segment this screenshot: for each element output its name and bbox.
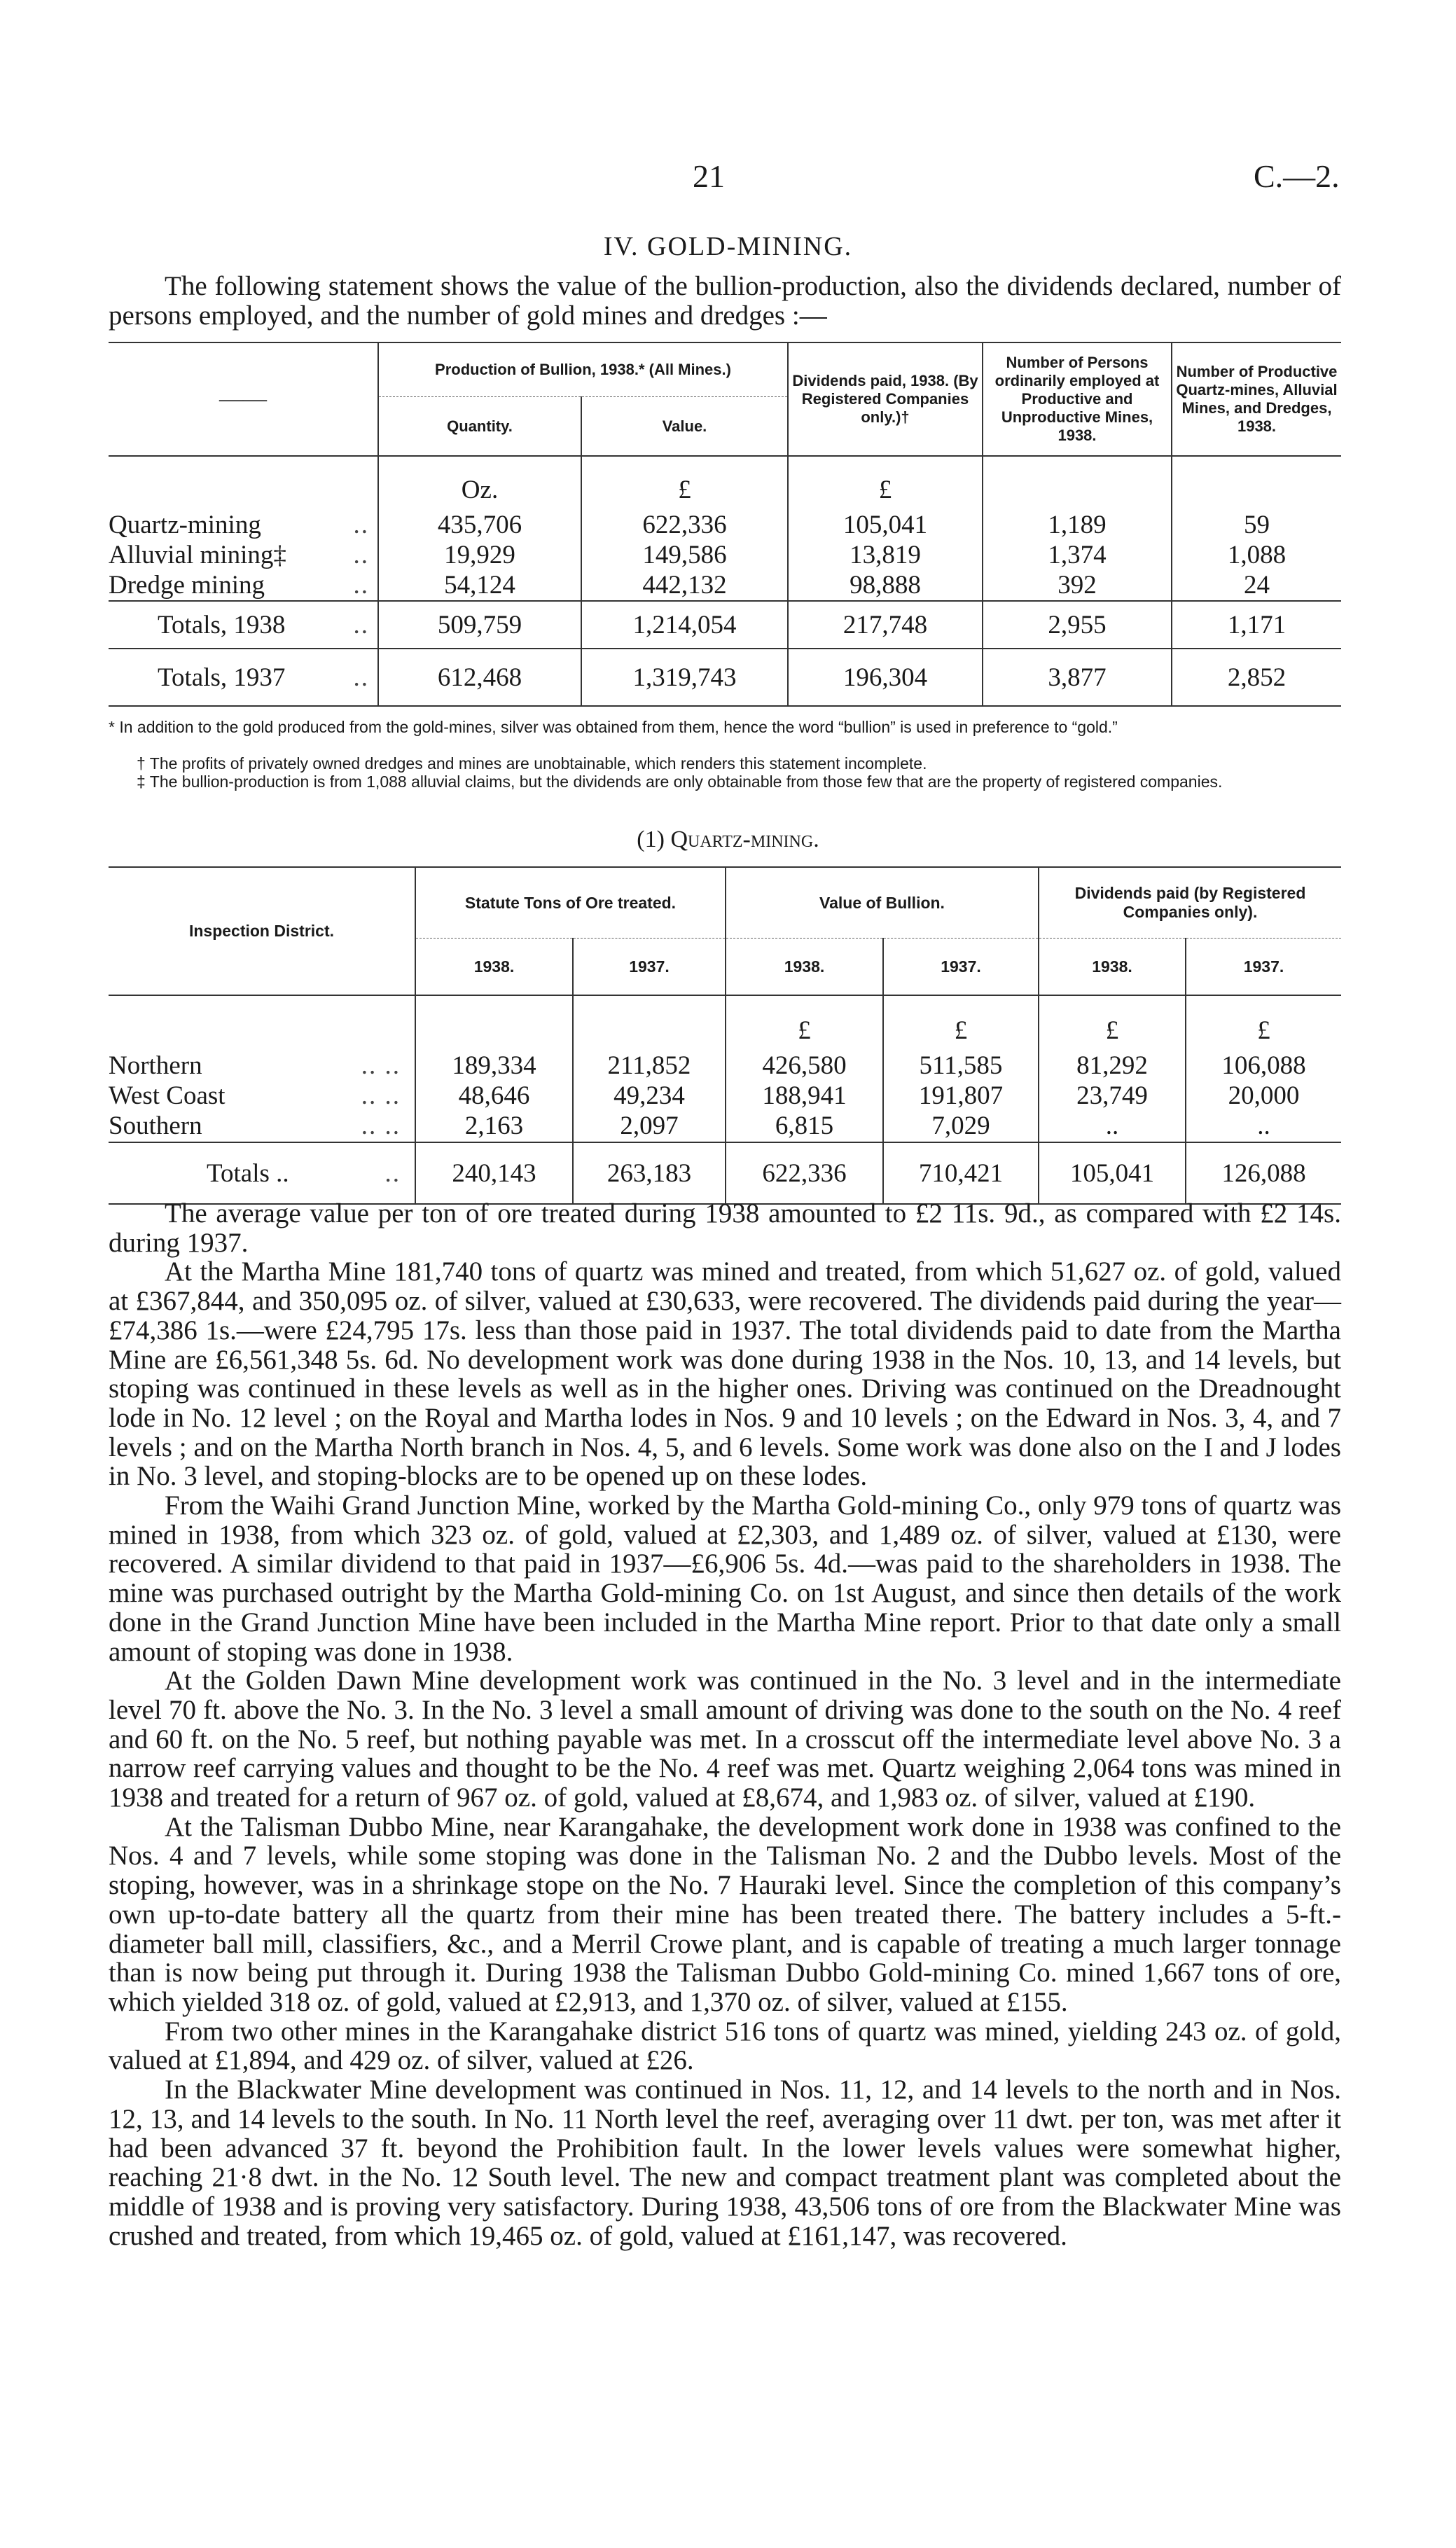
cell-bullion-1937: 191,807 — [883, 1081, 1039, 1111]
cell-bullion-1938: 622,336 — [726, 1142, 883, 1204]
table1-header-production: Production of Bullion, 1938.* (All Mines.) — [378, 342, 788, 397]
table-row — [109, 1051, 1341, 1081]
cell-bullion-1937: 511,585 — [883, 1051, 1039, 1081]
leader-dots: .. .. — [361, 1112, 401, 1140]
cell-tons-1938: 189,334 — [415, 1051, 573, 1081]
row-label: Quartz-mining — [109, 511, 261, 539]
cell-quantity: 19,929 — [378, 540, 581, 570]
cell-tons-1938: 48,646 — [415, 1081, 573, 1111]
cell-dividends-1938: 105,041 — [1039, 1142, 1186, 1204]
cell-value: 1,319,743 — [581, 649, 788, 706]
cell-dividends-1937: 106,088 — [1221, 1051, 1306, 1080]
paragraph: From the Waihi Grand Junction Mine, worked by the Martha Gold-mining Co., only 979 tons of quartz was mined in 1938, from which 323 oz. of gold, valued at £2,303, and 1,489 oz. of silver, valued at £130, were recovered. A similar dividend to that paid in 1937—£6,906 5s. 4d.—was paid to the shareholders in 1938. The mine was purchased outright by the Martha Gold-mining Co. on 1st August, and since then details of the work done in the Grand Junction Mine have been included in the Martha Mine report. Prior to that date only a small amount of stoping was done in 1938. — [109, 1490, 1341, 1667]
cell-persons: 1,189 — [983, 510, 1172, 540]
table1-header-persons: Number of Persons ordinarily employed at Productive and Unproductive Mines, 1938. — [983, 342, 1172, 456]
cell-value: 442,132 — [581, 570, 788, 601]
cell-mines: 24 — [1244, 571, 1270, 600]
bullion-summary-table — [109, 342, 1341, 707]
table2-unit: £ — [1039, 995, 1186, 1051]
table2-unit: £ — [1257, 1016, 1270, 1045]
table-row — [109, 540, 1341, 570]
paragraph: The average value per ton of ore treated during 1938 amounted to £2 11s. 9d., as compared with £2 14s. during 1937. — [109, 1198, 1341, 1258]
cell-dividends: 196,304 — [788, 649, 983, 706]
row-label: Totals, 1938 — [158, 610, 286, 639]
leader-dots: .. — [353, 663, 369, 692]
table1-header-quantity: Quantity. — [378, 397, 581, 456]
cell-quantity: 435,706 — [378, 510, 581, 540]
table2-header-bullion: Value of Bullion. — [726, 867, 1039, 939]
cell-dividends: 98,888 — [788, 570, 983, 601]
table-row — [109, 1111, 1341, 1142]
totals-row — [109, 649, 1341, 706]
paragraph: In the Blackwater Mine development was continued in Nos. 11, 12, and 14 levels to the north and in Nos. 12, 13, and 14 levels to the south. In No. 11 North level the reef, averaging over 11 dwt. per ton, was met after it had been advanced 37 ft. beyond the Prohibition fault. In the lower levels values were somewhat higher, reaching 21·8 dwt. in the No. 12 South level. The new and compact treatment plant was completed about the middle of 1938 and is proving very satisfactory. During 1938, 43,506 tons of ore from the Blackwater Mine was crushed and treated, from which 19,465 oz. of gold, valued at £161,147, was recovered. — [109, 2075, 1341, 2251]
table2-header-dividends: Dividends paid (by Registered Companies only). — [1074, 884, 1306, 921]
footnote: † The profits of privately owned dredges and mines are unobtainable, which renders this statement incomplete. — [137, 754, 927, 773]
table-row — [109, 1081, 1341, 1111]
table1-stub-header: —— — [109, 342, 378, 456]
cell-dividends-1938: 81,292 — [1039, 1051, 1186, 1081]
table2-year: 1937. — [573, 939, 726, 996]
section-title: IV. GOLD-MINING. — [603, 232, 853, 261]
leader-dots: .. — [384, 1158, 401, 1188]
page-number: 21 — [693, 158, 725, 194]
cell-tons-1938: 240,143 — [415, 1142, 573, 1204]
cell-mines: 1,171 — [1227, 610, 1287, 639]
table-row — [109, 510, 1341, 540]
cell-persons: 392 — [983, 570, 1172, 601]
cell-dividends-1937: .. — [1257, 1112, 1270, 1140]
cell-quantity: 612,468 — [378, 649, 581, 706]
subsection-title: (1) Quartz-mining. — [637, 826, 819, 852]
footnote: * In addition to the gold produced from the gold-mines, silver was obtained from them, hence the word “bullion” is used in preference to “gold.” — [109, 718, 1118, 736]
document-reference: C.—2. — [1254, 158, 1340, 194]
table1-unit-value: £ — [581, 456, 788, 510]
cell-bullion-1938: 426,580 — [726, 1051, 883, 1081]
leader-dots: .. — [353, 571, 369, 600]
table2-header-district: Inspection District. — [109, 867, 415, 995]
table1-header-dividends: Dividends paid, 1938. (By Registered Companies only.)† — [788, 342, 983, 456]
cell-tons-1937: 49,234 — [573, 1081, 726, 1111]
row-label: Totals, 1937 — [158, 663, 286, 692]
cell-persons: 1,374 — [983, 540, 1172, 570]
table2-year: 1938. — [1039, 939, 1186, 996]
table1-header-mines: Number of Productive Quartz-mines, Alluvial Mines, and Dredges, 1938. — [1176, 363, 1338, 435]
cell-mines: 2,852 — [1227, 663, 1287, 692]
cell-dividends: 217,748 — [788, 601, 983, 649]
cell-bullion-1938: 6,815 — [726, 1111, 883, 1142]
cell-tons-1937: 263,183 — [573, 1142, 726, 1204]
quartz-mining-table — [109, 866, 1341, 1205]
paragraph: From two other mines in the Karangahake district 516 tons of quartz was mined, yielding 243 oz. of gold, valued at £1,894, and 429 oz. of silver, valued at £26. — [109, 2016, 1341, 2076]
table2-unit: £ — [726, 995, 883, 1051]
table2-unit: £ — [883, 995, 1039, 1051]
cell-bullion-1937: 710,421 — [883, 1142, 1039, 1204]
leader-dots: .. — [353, 511, 369, 539]
cell-value: 149,586 — [581, 540, 788, 570]
table2-header-tons: Statute Tons of Ore treated. — [415, 867, 726, 939]
cell-dividends-1937: 126,088 — [1221, 1158, 1306, 1188]
table1-unit-quantity: Oz. — [378, 456, 581, 510]
cell-dividends: 105,041 — [788, 510, 983, 540]
cell-mines: 1,088 — [1227, 541, 1287, 569]
paragraph: At the Golden Dawn Mine development work was continued in the No. 3 level and in the intermediate level 70 ft. above the No. 3. In the No. 3 level a small amount of driving was done to the south on the No. 4 reef and 60 ft. on the No. 5 reef, but nothing payable was met. In a crosscut off the intermediate level above No. 3 a narrow reef carrying values and thought to be the No. 4 reef was met. Quartz weighing 2,064 tons was mined in 1938 and treated for a return of 967 oz. of gold, valued at £8,674, and 1,983 oz. of silver, valued at £190. — [109, 1666, 1341, 1813]
row-label: West Coast — [109, 1081, 226, 1110]
cell-bullion-1937: 7,029 — [883, 1111, 1039, 1142]
cell-dividends-1938: 23,749 — [1039, 1081, 1186, 1111]
cell-tons-1937: 211,852 — [573, 1051, 726, 1081]
cell-quantity: 509,759 — [378, 601, 581, 649]
row-label: Totals .. — [207, 1158, 289, 1188]
cell-dividends-1938: .. — [1039, 1111, 1186, 1142]
cell-dividends-1937: 20,000 — [1228, 1081, 1300, 1110]
table2-year: 1937. — [1186, 939, 1341, 996]
cell-persons: 3,877 — [983, 649, 1172, 706]
cell-tons-1938: 2,163 — [415, 1111, 573, 1142]
cell-bullion-1938: 188,941 — [726, 1081, 883, 1111]
cell-tons-1937: 2,097 — [573, 1111, 726, 1142]
row-label: Southern — [109, 1112, 202, 1140]
table2-year: 1938. — [415, 939, 573, 996]
body-text — [109, 1199, 1341, 2250]
paragraph: At the Talisman Dubbo Mine, near Karangahake, the development work done in 1938 was confined to the Nos. 4 and 7 levels, while some stoping was done in the Talisman No. 2 and the Dubbo levels. Most of the stoping, however, was in a shrinkage stope on the No. 7 Hauraki level. Since the completion of this company’s own up-to-date battery all the quartz from their mine has been treated there. The battery includes a 5-ft.-diameter ball mill, classifiers, &c., and a Merril Crowe plant, and is capable of treating a much larger tonnage than is now being put through it. During 1938 the Talisman Dubbo Gold-mining Co. mined 1,667 tons of ore, which yielded 318 oz. of gold, valued at £2,913, and 1,370 oz. of silver, valued at £155. — [109, 1811, 1341, 2017]
table1-unit-dividends: £ — [788, 456, 983, 510]
totals-row — [109, 601, 1341, 649]
intro-paragraph: The following statement shows the value of the bullion-production, also the dividends declared, number of persons employed, and the number of gold mines and dredges :— — [109, 271, 1341, 331]
cell-persons: 2,955 — [983, 601, 1172, 649]
table2-year: 1937. — [883, 939, 1039, 996]
leader-dots: .. .. — [361, 1051, 401, 1080]
cell-mines: 59 — [1244, 511, 1270, 539]
cell-value: 622,336 — [581, 510, 788, 540]
leader-dots: .. .. — [361, 1081, 401, 1110]
cell-quantity: 54,124 — [378, 570, 581, 601]
totals-row — [109, 1142, 1341, 1204]
leader-dots: .. — [353, 610, 369, 639]
table1-header-value: Value. — [581, 397, 788, 456]
table2-year: 1938. — [726, 939, 883, 996]
cell-dividends: 13,819 — [788, 540, 983, 570]
leader-dots: .. — [353, 541, 369, 569]
paragraph: At the Martha Mine 181,740 tons of quartz was mined and treated, from which 51,627 oz. of gold, valued at £367,844, and 350,095 oz. of silver, valued at £30,633, were recovered. The dividends paid during the year—£74,386 1s.—were £24,795 17s. less than those paid in 1937. The total dividends paid to date from the Martha Mine are £6,561,348 5s. 6d. No development work was done during 1938 in the Nos. 10, 13, and 14 levels, but stoping was continued in these levels as well as in the higher ones. Driving was continued on the Dreadnought lode in No. 12 level ; on the Royal and Martha lodes in Nos. 9 and 10 levels ; on the Edward in Nos. 3, 4, and 7 levels ; and on the Martha North branch in Nos. 4, 5, and 6 levels. Some work was done also on the I and J lodes in No. 3 level, and stoping-blocks are to be opened up on these lodes. — [109, 1256, 1341, 1492]
cell-value: 1,214,054 — [581, 601, 788, 649]
row-label: Alluvial mining‡ — [109, 541, 286, 569]
row-label: Northern — [109, 1051, 202, 1080]
row-label: Dredge mining — [109, 571, 265, 600]
table-row — [109, 570, 1341, 601]
footnote: ‡ The bullion-production is from 1,088 alluvial claims, but the dividends are only obtainable from those few that are the property of registered companies. — [137, 773, 1223, 791]
